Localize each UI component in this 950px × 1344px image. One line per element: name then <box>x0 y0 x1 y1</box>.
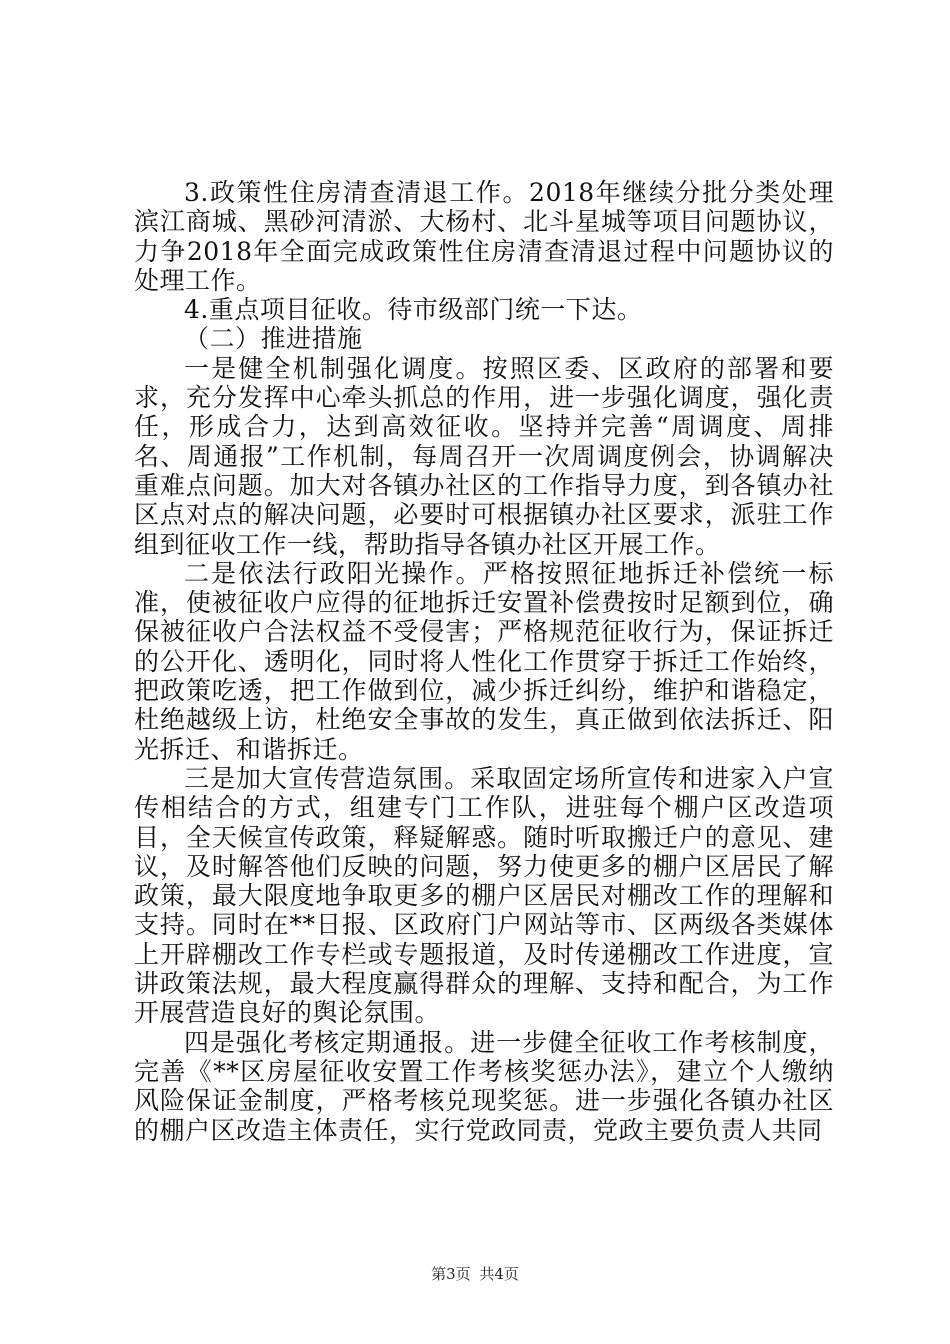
paragraph-measure-4: 四是强化考核定期通报。进一步健全征收工作考核制度，完善《**区房屋征收安置工作考核奖惩办法》，建立个人缴纳风险保证金制度，严格考核兑现奖惩。进一步强化各镇办社区的棚户区改造主体责任，实行党政同责，党政主要负责人共同 <box>134 1027 834 1145</box>
page-number: 第3页 <box>431 1265 471 1283</box>
paragraph-measure-3: 三是加大宣传营造氛围。采取固定场所宣传和进家入户宣传相结合的方式，组建专门工作队，进驻每个棚户区改造项目，全天候宣传政策，释疑解惑。随时听取搬迁户的意见、建议，及时解答他们反映的问题，努力使更多的棚户区居民了解政策，最大限度地争取更多的棚户区居民对棚改工作的理解和支持。同时在**日报、区政府门户网站等市、区两级各类媒体上开辟棚改工作专栏或专题报道，及时传递棚改工作进度，宣讲政策法规，最大程度赢得群众的理解、支持和配合，为工作开展营造良好的舆论氛围。 <box>134 763 834 1028</box>
section-heading: （二）推进措施 <box>184 324 363 354</box>
paragraph-measure-1: 一是健全机制强化调度。按照区委、区政府的部署和要求，充分发挥中心牵头抓总的作用，进一步强化调度，强化责任，形成合力，达到高效征收。坚持并完善“周调度、周排名、周通报”工作机制，每周召开一次周调度例会，协调解决重难点问题。加大对各镇办社区的工作指导力度，到各镇办社区点对点的解决问题，必要时可根据镇办社区要求，派驻工作组到征收工作一线，帮助指导各镇办社区开展工作。 <box>134 353 834 559</box>
paragraph-item-3: 3.政策性住房清查清退工作。2018年继续分批分类处理滨江商城、黑砂河清淤、大杨村、北斗星城等项目问题协议，力争2018年全面完成政策性住房清查清退过程中问题协议的处理工作。 <box>134 178 834 295</box>
paragraph-measure-2: 二是依法行政阳光操作。严格按照征地拆迁补偿统一标准，使被征收户应得的征地拆迁安置补偿费按时足额到位，确保被征收户合法权益不受侵害；严格规范征收行为，保证拆迁的公开化、透明化，同时将人性化工作贯穿于拆迁工作始终，把政策吃透，把工作做到位，减少拆迁纠纷，维护和谐稳定，杜绝越级上访，杜绝安全事故的发生，真正做到依法拆迁、阳光拆迁、和谐拆迁。 <box>134 558 834 764</box>
page-total: 共4页 <box>479 1265 519 1283</box>
page-footer <box>0 1263 950 1284</box>
paragraph-item-4: 4.重点项目征收。待市级部门统一下达。 <box>184 295 643 325</box>
document-body <box>134 178 834 1145</box>
